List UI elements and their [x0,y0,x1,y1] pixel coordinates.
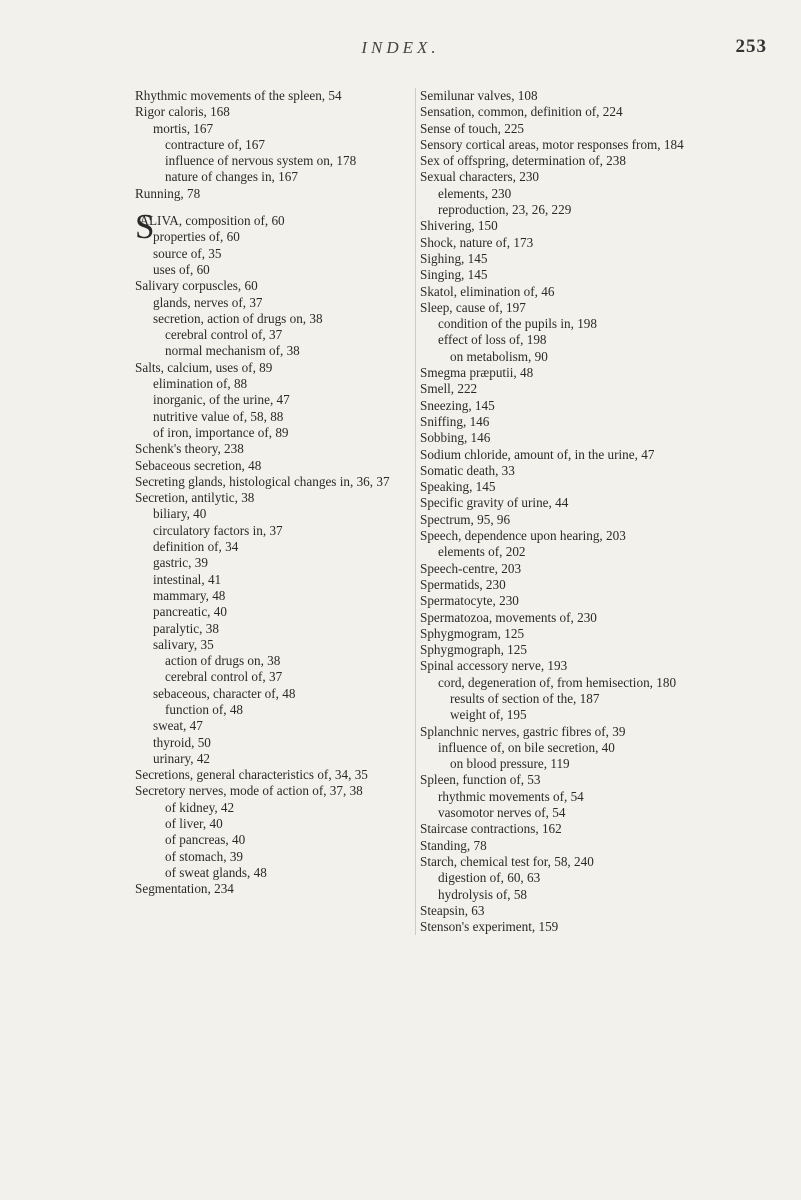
index-entry-text: Sebaceous secretion, 48 [135,457,262,473]
index-entry-text: Splanchnic nerves, gastric fibres of, 39 [420,723,626,739]
index-entry [420,838,720,854]
index-entry [135,767,405,783]
index-entry-text: elements, 230 [438,185,512,201]
index-entry-text: Spectrum, 95, 96 [420,511,511,527]
index-entry [135,376,405,392]
index-entry [135,311,405,327]
index-entry [420,398,720,414]
index-entry [420,316,720,332]
index-entry-text: gastric, 39 [153,555,208,571]
index-entry [135,392,405,408]
index-entry-text: sebaceous, character of, 48 [153,685,296,701]
index-entry [420,251,720,267]
index-entry-text: Sphygmogram, 125 [420,625,525,641]
index-entry-text: Semilunar valves, 108 [420,88,538,103]
index-entry-text: contracture of, 167 [165,136,265,152]
index-entry-text: Somatic death, 33 [420,462,515,478]
index-entry-text: Shivering, 150 [420,218,498,234]
index-entry-text: Standing, 78 [420,837,487,853]
index-entry [420,561,720,577]
index-entry [420,805,720,821]
index-entry-text: weight of, 195 [450,707,527,723]
index-entry [420,235,720,251]
index-entry-text: glands, nerves of, 37 [153,294,263,310]
index-entry [135,637,405,653]
index-entry-text: Starch, chemical test for, 58, 240 [420,853,594,869]
index-entry [420,447,720,463]
index-entry-text: of stomach, 39 [165,848,244,864]
index-entry-text: Segmentation, 234 [135,881,234,897]
index-entry-text: Sneezing, 145 [420,397,495,413]
index-entry-text: rhythmic movements of, 54 [438,788,584,804]
index-entry [420,300,720,316]
index-entry-text: vasomotor nerves of, 54 [438,805,566,821]
index-entry [135,490,405,506]
index-entry [420,365,720,381]
index-entry-text: Sense of touch, 225 [420,120,525,136]
index-entry-text: Speaking, 145 [420,479,496,495]
index-entry-text: Sodium chloride, amount of, in the urine, 47 [420,446,655,462]
index-entry-text: circulatory factors in, 37 [153,522,283,538]
index-entry-text: uses of, 60 [153,261,210,277]
index-entry-text: biliary, 40 [153,506,207,522]
index-entry-text: of sweat glands, 48 [165,864,267,880]
index-entry-text: influence of, on bile secretion, 40 [438,739,615,755]
index-entry [420,381,720,397]
drop-cap-letter: S [135,207,155,247]
index-entry-text: secretion, action of drugs on, 38 [153,310,323,326]
index-entry [420,512,720,528]
index-entry-text: on blood pressure, 119 [450,756,570,772]
index-entry-text: salivary, 35 [153,636,214,652]
index-entry-text: Secreting glands, histological changes in, 36, 37 [135,473,390,489]
index-entry [135,169,405,185]
index-entry [135,555,405,571]
index-entry [420,153,720,169]
index-entry-text: Sobbing, 146 [420,430,491,446]
index-entry [420,284,720,300]
index-entry [135,327,405,343]
index-entry-text: results of section of the, 187 [450,690,600,706]
index-entry-text: mortis, 167 [153,120,214,136]
index-entry [420,528,720,544]
index-entry-text: urinary, 42 [153,750,211,766]
index-entry-text: Specific gravity of urine, 44 [420,495,569,511]
index-entry-text: elements of, 202 [438,544,526,560]
index-entry-text: Smegma præputii, 48 [420,365,534,381]
index-entry-text: digestion of, 60, 63 [438,870,541,886]
index-entry [420,626,720,642]
index-entry-text: Spermatozoa, movements of, 230 [420,609,597,625]
index-entry [420,887,720,903]
index-entry-text: Speech, dependence upon hearing, 203 [420,528,626,544]
index-entry-text: Smell, 222 [420,381,478,397]
index-entry [420,479,720,495]
index-entry [420,137,720,153]
index-entry [420,414,720,430]
index-entry-text: Spermatocyte, 230 [420,593,519,609]
index-entry-text: elimination of, 88 [153,376,248,392]
index-entry [135,506,405,522]
index-entry [420,349,720,365]
index-entry [135,88,405,104]
index-entry-text: Secretion, antilytic, 38 [135,490,255,506]
index-entry [420,821,720,837]
index-entry-text: Sniffing, 146 [420,413,490,429]
index-entry [135,669,405,685]
index-entry-text: Rhythmic movements of the spleen, 54 [135,88,342,103]
index-entry-text: Sensation, common, definition of, 224 [420,104,623,120]
index-entry [420,724,720,740]
index-column-left [135,88,405,898]
index-entry [135,881,405,897]
index-entry-text: Skatol, elimination of, 46 [420,283,555,299]
index-entry [135,735,405,751]
index-entry [420,756,720,772]
index-entry [420,740,720,756]
index-entry-text: influence of nervous system on, 178 [165,153,357,169]
index-entry-text: inorganic, of the urine, 47 [153,392,290,408]
index-entry-text: Staircase contractions, 162 [420,821,562,837]
index-entry-text: thyroid, 50 [153,734,211,750]
index-entry [135,409,405,425]
index-entry-text: Salivary corpuscles, 60 [135,278,258,294]
index-entry [135,121,405,137]
index-entry [135,186,405,202]
page-number: 253 [735,36,767,57]
index-entry-text: action of drugs on, 38 [165,653,281,669]
index-entry [135,104,405,120]
index-entry-text: Spinal accessory nerve, 193 [420,658,568,674]
index-entry [420,218,720,234]
index-entry-text: Schenk's theory, 238 [135,441,244,457]
index-entry-text: normal mechanism of, 38 [165,343,300,359]
index-entry-text: mammary, 48 [153,587,226,603]
index-entry [420,919,720,935]
index-entry [420,104,720,120]
index-entry [135,751,405,767]
index-entry-text: condition of the pupils in, 198 [438,316,597,332]
index-entry [420,789,720,805]
index-entry-text: paralytic, 38 [153,620,219,636]
index-entry [135,800,405,816]
index-entry [420,707,720,723]
index-entry [135,572,405,588]
index-entry-text: intestinal, 41 [153,571,222,587]
index-entry [135,137,405,153]
index-entry-text: Speech-centre, 203 [420,560,522,576]
index-entry [420,121,720,137]
index-entry-text: sweat, 47 [153,718,203,734]
index-entry-text: Secretions, general characteristics of, 34, 35 [135,767,368,783]
index-entry-text: reproduction, 23, 26, 229 [438,202,572,218]
index-entry-text: Sleep, cause of, 197 [420,299,526,315]
index-entry [420,642,720,658]
index-entry-text: nutritive value of, 58, 88 [153,408,284,424]
index-entry [135,718,405,734]
index-entry-text: cord, degeneration of, from hemisection, 180 [438,674,677,690]
index-entry [135,702,405,718]
index-entry-text: Stenson's experiment, 159 [420,919,559,935]
index-entry [420,870,720,886]
index-entry [420,903,720,919]
index-entry [135,686,405,702]
index-entry [135,278,405,294]
index-entry [420,186,720,202]
index-entry [135,441,405,457]
index-entry [135,246,405,262]
index-entry-text: Spleen, function of, 53 [420,772,541,788]
index-entry [135,153,405,169]
index-entry [135,262,405,278]
index-entry [135,865,405,881]
index-entry-text: Shock, nature of, 173 [420,234,534,250]
index-entry [135,816,405,832]
index-column-right [415,88,720,935]
index-entry [135,343,405,359]
index-entry [135,523,405,539]
index-entry-text: function of, 48 [165,701,244,717]
index-entry [420,267,720,283]
index-entry [135,653,405,669]
index-entry-text: definition of, 34 [153,539,239,555]
index-entry-text: Sphygmograph, 125 [420,642,527,658]
index-entry-text: Sighing, 145 [420,250,488,266]
index-entry-text: Secretory nerves, mode of action of, 37, 38 [135,783,363,799]
index-entry [420,577,720,593]
index-entry-text: cerebral control of, 37 [165,327,283,343]
index-entry [420,610,720,626]
index-entry [135,588,405,604]
index-entry-text: Sexual characters, 230 [420,169,540,185]
page-title: INDEX. [361,38,440,57]
index-entry-text: hydrolysis of, 58 [438,886,528,902]
index-entry-text: on metabolism, 90 [450,348,548,364]
index-entry-text: Salts, calcium, uses of, 89 [135,359,273,375]
index-entry-text: Spermatids, 230 [420,576,506,592]
index-entry [420,430,720,446]
index-entry [420,772,720,788]
index-entry [420,202,720,218]
index-entry-text: of pancreas, 40 [165,832,246,848]
index-entry [420,691,720,707]
index-entry [420,854,720,870]
index-entry [420,332,720,348]
index-entry-text: Sex of offspring, determination of, 238 [420,153,626,169]
index-entry [135,832,405,848]
index-entry [420,169,720,185]
index-entry-text: Running, 78 [135,185,201,201]
index-entry-text: of kidney, 42 [165,799,235,815]
index-entry [135,458,405,474]
index-entry-text: effect of loss of, 198 [438,332,547,348]
index-entry-text: of liver, 40 [165,816,223,832]
index-entry [420,463,720,479]
index-entry [135,474,405,490]
index-entry-text: Singing, 145 [420,267,488,283]
index-entry-text: cerebral control of, 37 [165,669,283,685]
index-entry [135,539,405,555]
index-entry [420,593,720,609]
index-entry [135,295,405,311]
index-entry-text: properties of, 60 [153,229,240,245]
index-entry [420,495,720,511]
index-entry [135,360,405,376]
index-entry-text: of iron, importance of, 89 [153,424,289,440]
index-entry-text: Steapsin, 63 [420,902,485,918]
index-entry [420,675,720,691]
index-entry [135,849,405,865]
index-entry [135,621,405,637]
index-entry-text: Sensory cortical areas, motor responses from, 184 [420,136,684,152]
index-entry-text: source of, 35 [153,245,222,261]
index-entry [135,425,405,441]
index-entry [420,88,720,104]
index-entry-text: nature of changes in, 167 [165,169,298,185]
index-entry [420,544,720,560]
index-entry-text: Rigor caloris, 168 [135,104,230,120]
index-entry [420,658,720,674]
index-entry [135,783,405,799]
index-entry-text: pancreatic, 40 [153,604,227,620]
index-entry [135,604,405,620]
index-entry-text: ALIVA, composition of, 60 [139,213,285,229]
index-entry [135,229,405,245]
